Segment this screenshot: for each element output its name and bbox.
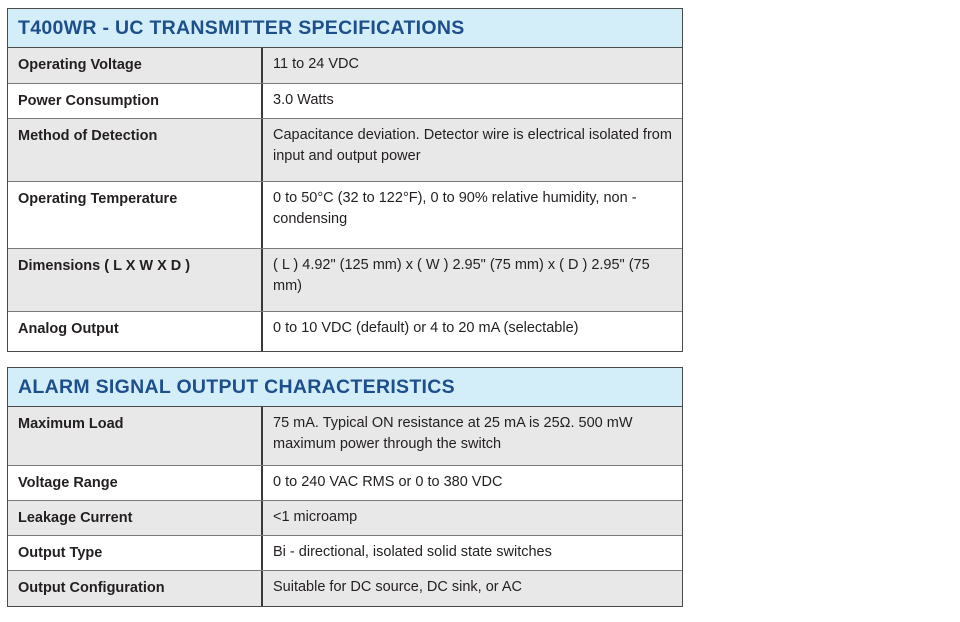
spec-value: 3.0 Watts	[273, 92, 334, 108]
spec-value: 0 to 240 VAC RMS or 0 to 380 VDC	[273, 474, 503, 490]
table-row	[8, 181, 682, 248]
spec-value: <1 microamp	[273, 509, 358, 525]
spec-value: Suitable for DC source, DC sink, or AC	[273, 579, 523, 595]
spec-label: Output Type	[8, 536, 263, 570]
table-row	[8, 311, 682, 351]
spec-value: Bi - directional, isolated solid state switches	[273, 544, 552, 560]
spec-value: ( L ) 4.92" (125 mm) x ( W ) 2.95" (75 mm) x ( D ) 2.95" (75 mm)	[273, 257, 650, 294]
table-row	[8, 407, 682, 465]
alarm-output-table	[7, 367, 683, 607]
spec-label: Output Configuration	[8, 571, 263, 606]
table-row	[8, 465, 682, 500]
spec-label: Operating Temperature	[8, 182, 263, 248]
transmitter-spec-table	[7, 8, 683, 352]
spec-value: 0 to 10 VDC (default) or 4 to 20 mA (selectable)	[273, 320, 579, 336]
table-row	[8, 83, 682, 118]
spec-value: 0 to 50°C (32 to 122°F), 0 to 90% relative humidity, non - condensing	[273, 190, 637, 227]
spec-label: Maximum Load	[8, 407, 263, 465]
table-row	[8, 570, 682, 606]
spec-label: Leakage Current	[8, 501, 263, 535]
spec-value: Capacitance deviation. Detector wire is electrical isolated from input and output power	[273, 127, 672, 164]
alarm-output-title: ALARM SIGNAL OUTPUT CHARACTERISTICS	[8, 368, 682, 407]
transmitter-spec-title: T400WR - UC TRANSMITTER SPECIFICATIONS	[8, 9, 682, 48]
spec-value: 75 mA. Typical ON resistance at 25 mA is 25Ω. 500 mW maximum power through the switch	[273, 415, 633, 452]
table-row	[8, 535, 682, 570]
spec-label: Dimensions ( L X W X D )	[8, 249, 263, 311]
spec-value: 11 to 24 VDC	[273, 56, 359, 72]
spec-label: Power Consumption	[8, 84, 263, 118]
table-row	[8, 500, 682, 535]
table-row	[8, 48, 682, 83]
table-row	[8, 248, 682, 311]
spec-label: Voltage Range	[8, 466, 263, 500]
spec-label: Operating Voltage	[8, 48, 263, 83]
spec-label: Method of Detection	[8, 119, 263, 181]
table-row	[8, 118, 682, 181]
spec-label: Analog Output	[8, 312, 263, 351]
